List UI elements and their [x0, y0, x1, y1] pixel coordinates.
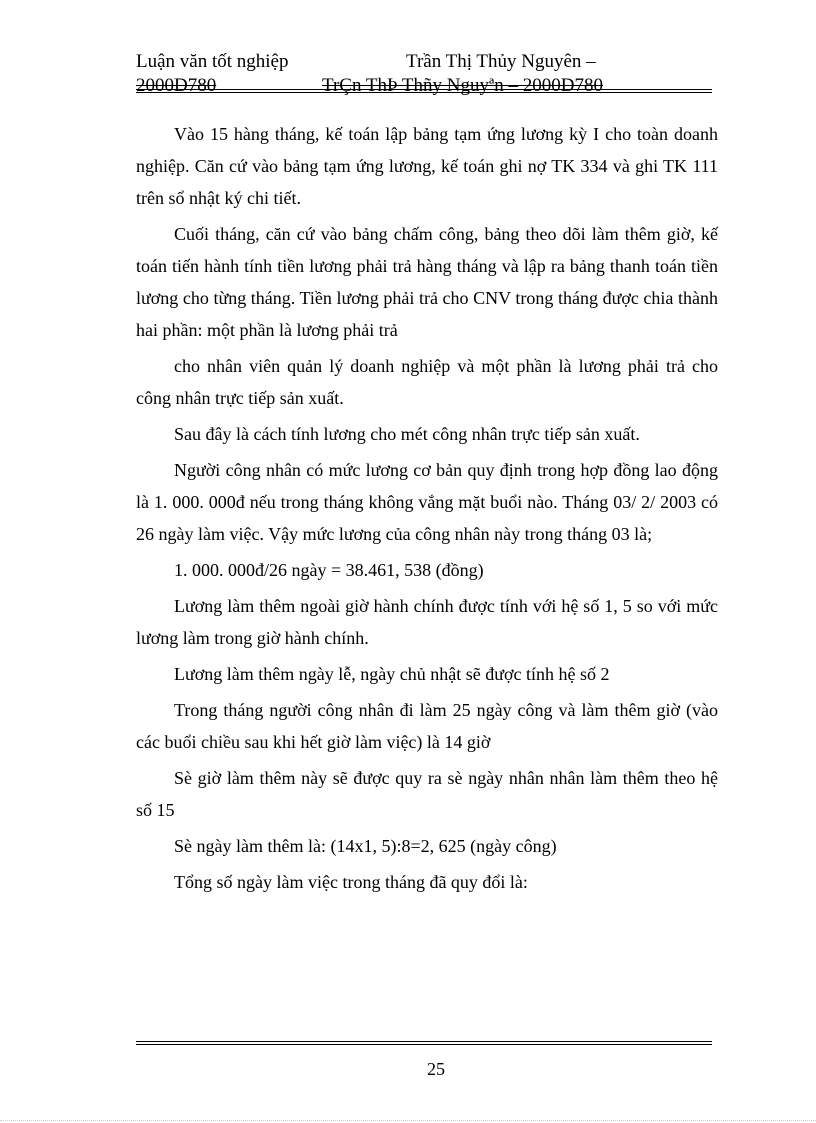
paragraph: Người công nhân có mức lương cơ bản quy định trong hợp đồng lao động là 1. 000. 000đ nếu trong tháng không vắng mặt buổi nào. Tháng 03/ 2/ 2003 có 26 ngày làm việc. Vậy mức lương của công nhân này trong tháng 03 là; [136, 460, 718, 544]
page-edge-divider [0, 1120, 816, 1121]
paragraph: Cuối tháng, căn cứ vào bảng chấm công, bảng theo dõi làm thêm giờ, kế toán tiến hành tính tiền lương phải trả hàng tháng và lập ra bảng thanh toán tiền lương cho từng tháng. Tiền lương phải trả cho CNV trong tháng được chia thành hai phần: một phần là lương phải trả [136, 224, 718, 340]
header-garbled-author: TrÇn ThÞ Thñy Nguyªn – 2000D780 [322, 75, 603, 96]
header-rule-top [136, 89, 712, 90]
paragraph: Lương làm thêm ngày lễ, ngày chủ nhật sẽ được tính hệ số 2 [174, 664, 610, 684]
paragraph: Tổng số ngày làm việc trong tháng đã quy đổi là: [174, 872, 528, 892]
header-rule-bottom [136, 92, 712, 93]
paragraph: Lương làm thêm ngoài giờ hành chính được tính với hệ số 1, 5 so với mức lương làm trong giờ hành chính. [136, 596, 718, 648]
paragraph: cho nhân viên quản lý doanh nghiệp và một phần là lương phải trả cho công nhân trực tiếp sản xuất. [136, 356, 718, 408]
header-author: Trần Thị Thủy Nguyên – [406, 51, 596, 72]
footer-rule-top [136, 1041, 712, 1042]
body-text [136, 118, 718, 902]
paragraph: Sè giờ làm thêm này sẽ được quy ra sè ngày nhân nhân làm thêm theo hệ số 15 [136, 768, 718, 820]
page-number: 25 [427, 1059, 445, 1079]
paragraph: Trong tháng người công nhân đi làm 25 ngày công và làm thêm giờ (vào các buổi chiều sau khi hết giờ làm việc) là 14 giờ [136, 700, 718, 752]
paragraph: Sè ngày làm thêm là: (14x1, 5):8=2, 625 (ngày công) [174, 836, 557, 856]
header-code: 2000D780 [136, 75, 217, 96]
footer-rule-bottom [136, 1044, 712, 1045]
header-thesis-title: Luận văn tốt nghiệp [136, 51, 289, 72]
paragraph: Sau đây là cách tính lương cho mét công nhân trực tiếp sản xuất. [174, 424, 640, 444]
header-line-2 [136, 74, 714, 98]
paragraph: 1. 000. 000đ/26 ngày = 38.461, 538 (đồng) [174, 560, 484, 580]
page-header [136, 50, 714, 98]
paragraph: Vào 15 hàng tháng, kế toán lập bảng tạm ứng lương kỳ I cho toàn doanh nghiệp. Căn cứ vào bảng tạm ứng lương, kế toán ghi nợ TK 334 và ghi TK 111 trên sổ nhật ký chi tiết. [136, 124, 718, 208]
header-line-1 [136, 50, 714, 74]
